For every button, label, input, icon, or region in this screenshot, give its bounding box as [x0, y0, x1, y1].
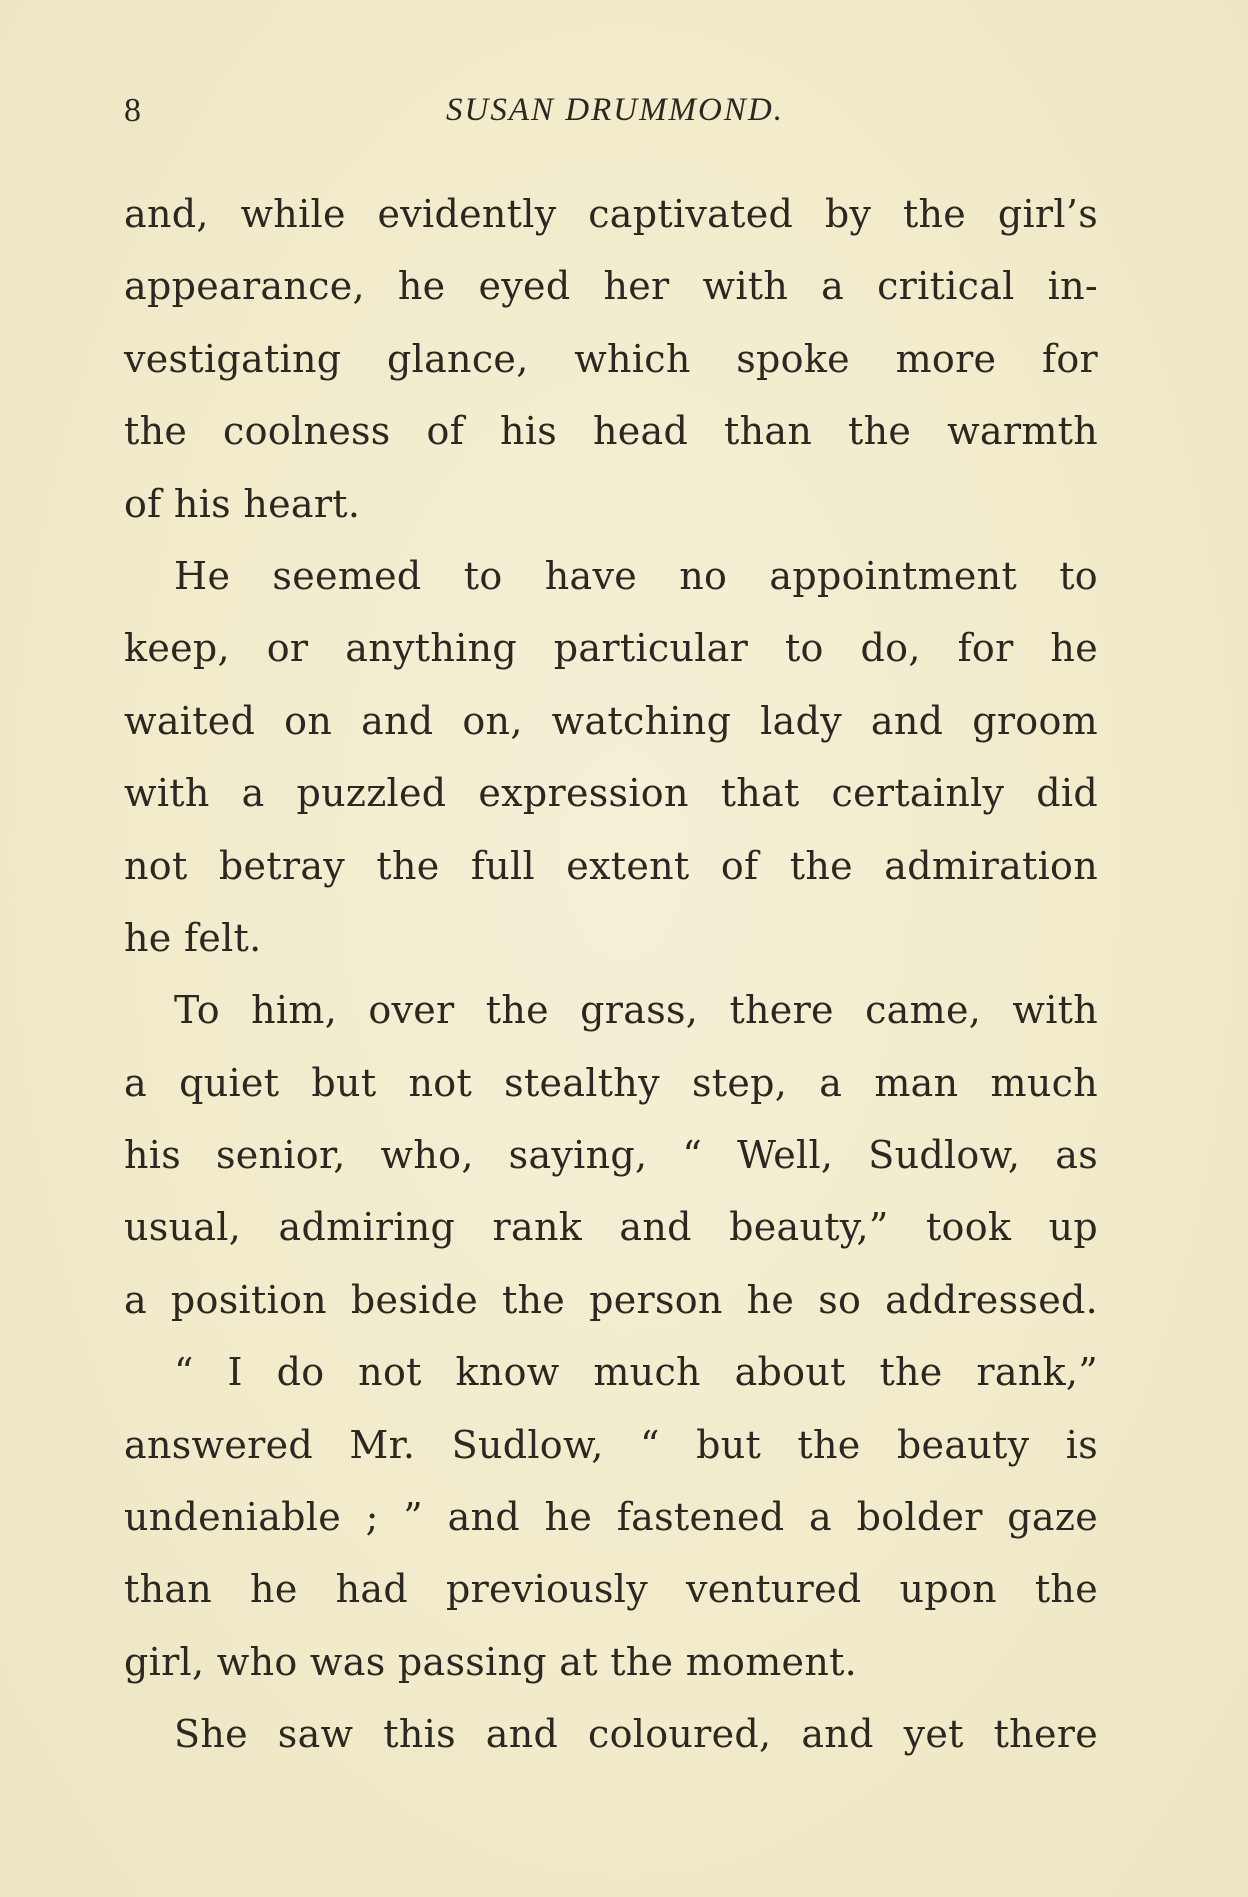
page-number: 8 — [124, 92, 141, 129]
text-line: He seemed to have no appointment to — [174, 553, 1098, 598]
text-line: usual, admiring rank and beauty,” took up — [124, 1205, 1098, 1250]
text-line: vestigating glance, which spoke more for — [124, 336, 1098, 381]
running-head — [124, 92, 1124, 142]
text-line: keep, or anything particular to do, for he — [124, 626, 1098, 671]
text-line: answered Mr. Sudlow, “ but the beauty is — [124, 1422, 1098, 1467]
text-line: To him, over the grass, there came, with — [174, 988, 1098, 1033]
text-line: She saw this and coloured, and yet there — [174, 1712, 1098, 1757]
text-line: the coolness of his head than the warmth — [124, 409, 1098, 454]
text-line: girl, who was passing at the moment. — [124, 1639, 858, 1684]
text-line: of his heart. — [124, 481, 361, 526]
text-line: with a puzzled expression that certainly did — [124, 771, 1098, 816]
text-line: than he had previously ventured upon the — [124, 1567, 1098, 1612]
text-line: appearance, he eyed her with a critical in- — [124, 264, 1098, 309]
text-line: undeniable ; ” and he fastened a bolder gaze — [124, 1495, 1098, 1540]
text-line: and, while evidently captivated by the girl’s — [124, 192, 1098, 236]
text-line: a position beside the person he so addressed. — [124, 1277, 1098, 1322]
text-line: he felt. — [124, 915, 262, 960]
text-line: not betray the full extent of the admiration — [124, 843, 1098, 888]
running-title: SUSAN DRUMMOND. — [446, 92, 784, 128]
body-text — [124, 178, 1098, 1771]
text-line: his senior, who, saying, “ Well, Sudlow, as — [124, 1133, 1098, 1178]
text-line: “ I do not know much about the rank,” — [174, 1350, 1098, 1395]
text-line: a quiet but not stealthy step, a man much — [124, 1060, 1098, 1105]
text-line: waited on and on, watching lady and groom — [124, 698, 1098, 743]
